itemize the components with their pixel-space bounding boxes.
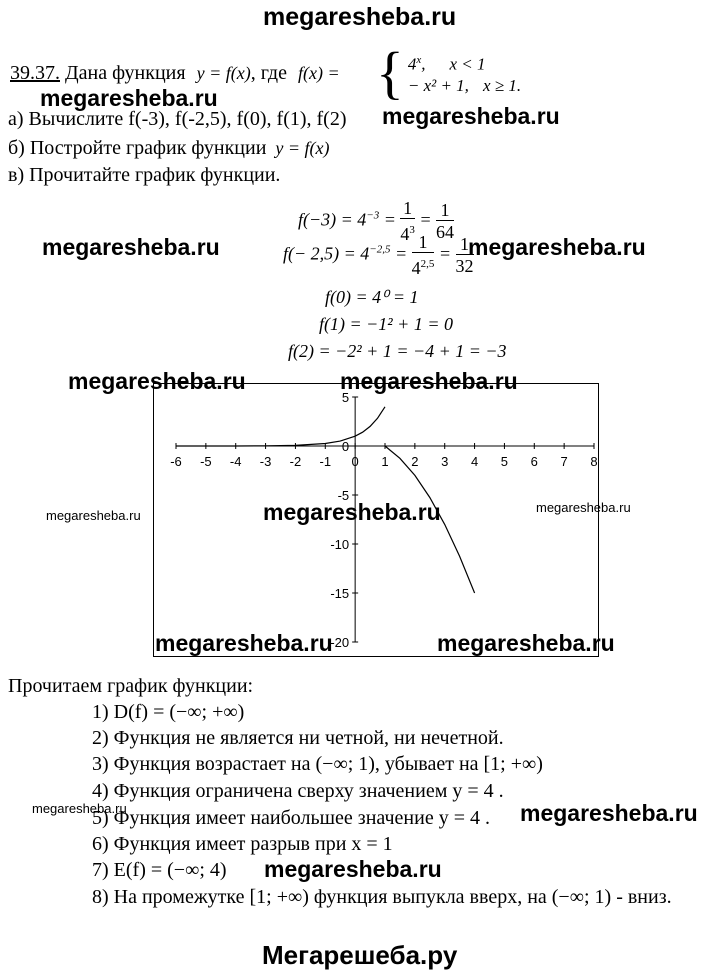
case2-cond: x ≥ 1 [482, 76, 517, 96]
calc-line-5: f(2) = −2² + 1 = −4 + 1 = −3 [288, 341, 507, 361]
calc1-exp: −3 [366, 209, 380, 222]
y-tick-label: 5 [341, 390, 350, 405]
watermark: megaresheba.ru [155, 630, 333, 656]
problem-func: y = f(x) [196, 63, 251, 83]
task-b [8, 137, 330, 160]
x-tick-label: 1 [381, 454, 389, 469]
x-tick-label: 4 [470, 454, 479, 469]
header-watermark: megaresheba.ru [263, 3, 457, 31]
x-tick-label: 3 [441, 454, 449, 469]
x-tick-label: 6 [530, 454, 538, 469]
case1-exp: x [416, 53, 422, 66]
reading-title: Прочитаем график функции: [8, 675, 254, 697]
footer-watermark: Мегарешеба.ру [262, 940, 458, 970]
y-tick-label: 0 [341, 439, 350, 454]
x-tick-label: 5 [500, 454, 509, 469]
problem-where: , где [250, 62, 287, 84]
x-tick-label: -4 [229, 454, 242, 469]
x-tick-label: 2 [411, 454, 419, 469]
x-tick-label: 0 [351, 454, 359, 469]
calc-line-2: $f(- 2,5) = 4^{-2,5}$ = $\frac{1}{4^{2,5}}$ = $\frac{1}{32}$ [283, 232, 474, 278]
x-tick-label: -2 [289, 454, 302, 469]
watermark: megaresheba.ru [437, 630, 615, 656]
y-tick-label: -15 [330, 586, 350, 601]
reading-item-6: 6) Функция имеет разрыв при x = 1 [92, 833, 393, 855]
x-tick-label: -1 [319, 454, 332, 469]
y-tick-label: -5 [337, 488, 350, 503]
reading-item-2: 2) Функция не является ни четной, ни нечетной. [92, 727, 504, 749]
small-watermark: megaresheba.ru [536, 500, 631, 515]
task-a [8, 108, 347, 131]
calc2-exp: −2,5 [369, 243, 391, 256]
reading-item-7: 7) E(f) = (−∞; 4) [92, 859, 227, 881]
x-tick-label: 7 [560, 454, 568, 469]
series-line-1 [176, 407, 385, 446]
calc-line-1: $f(-3) = 4^{-3}$ = $\frac{1}{4^3}$ = $\frac{1}{64}$ [298, 198, 455, 244]
watermark: megaresheba.ru [68, 368, 246, 394]
small-watermark: megaresheba.ru [32, 801, 127, 816]
watermark: megaresheba.ru [40, 85, 218, 111]
x-tick-label: -3 [259, 454, 272, 469]
calc-line-4: f(1) = −1² + 1 = 0 [319, 314, 453, 334]
calc-line-3: f(0) = 4⁰ = 1 [325, 287, 419, 307]
case2-expr: − x² + 1, [407, 76, 469, 96]
task-a-values: f(-3), f(-2,5), f(0), f(1), f(2) [128, 108, 347, 130]
y-tick-label: -20 [330, 635, 350, 650]
reading-item-8: 8) На промежутке [1; +∞) функция выпукла вверх, на (−∞; 1) - вниз. [92, 886, 672, 908]
calc2-frac: $\frac{1}{4^{2,5}}$ [411, 232, 435, 278]
calc1-frac: $\frac{1}{4^3}$ [400, 198, 415, 244]
task-a-label: а) Вычислите [8, 108, 124, 130]
problem-number: 39.37. [10, 62, 60, 84]
x-tick-label: -5 [200, 454, 212, 469]
piecewise-definition [376, 40, 522, 105]
problem-statement [10, 62, 340, 85]
piecewise-cases: 4$^x$, x < 1 − x² + 1, x ≥ 1. [407, 53, 522, 96]
x-tick-label: -6 [170, 454, 182, 469]
small-watermark: megaresheba.ru [46, 508, 141, 523]
task-b-func: y = f(x) [275, 138, 330, 158]
watermark: megaresheba.ru [382, 103, 560, 129]
task-b-label: б) Постройте график функции [8, 137, 267, 159]
reading-item-3: 3) Функция возрастает на (−∞; 1), убывает на [1; +∞) [92, 753, 543, 775]
watermark: megaresheba.ru [42, 234, 220, 260]
piecewise-brace: { [376, 40, 404, 105]
reading-item-4: 4) Функция ограничена сверху значением y = 4 . [92, 780, 504, 802]
watermark: megaresheba.ru [520, 800, 698, 826]
calc2-result: $\frac{1}{32}$ [455, 234, 474, 276]
problem-intro: Дана функция [65, 62, 186, 84]
watermark: megaresheba.ru [263, 499, 441, 525]
case1-expr: 4 [407, 54, 417, 74]
calc1-result: $\frac{1}{64}$ [436, 200, 455, 242]
watermark: megaresheba.ru [340, 368, 518, 394]
calc2-left: f(− 2,5) = 4 [283, 243, 370, 264]
case1-cond: x < 1 [449, 54, 486, 74]
reading-item-1: 1) D(f) = (−∞; +∞) [92, 701, 245, 723]
watermark: megaresheba.ru [264, 856, 442, 882]
problem-func-def: f(x) = [297, 63, 340, 83]
task-c: в) Прочитайте график функции. [8, 164, 281, 186]
y-tick-label: -10 [330, 537, 350, 552]
reading-item-5: 5) Функция имеет наибольшее значение y = 4 . [92, 807, 490, 829]
calc1-left: f(−3) = 4 [298, 209, 367, 230]
x-tick-label: 8 [590, 454, 598, 469]
watermark: megaresheba.ru [468, 234, 646, 260]
